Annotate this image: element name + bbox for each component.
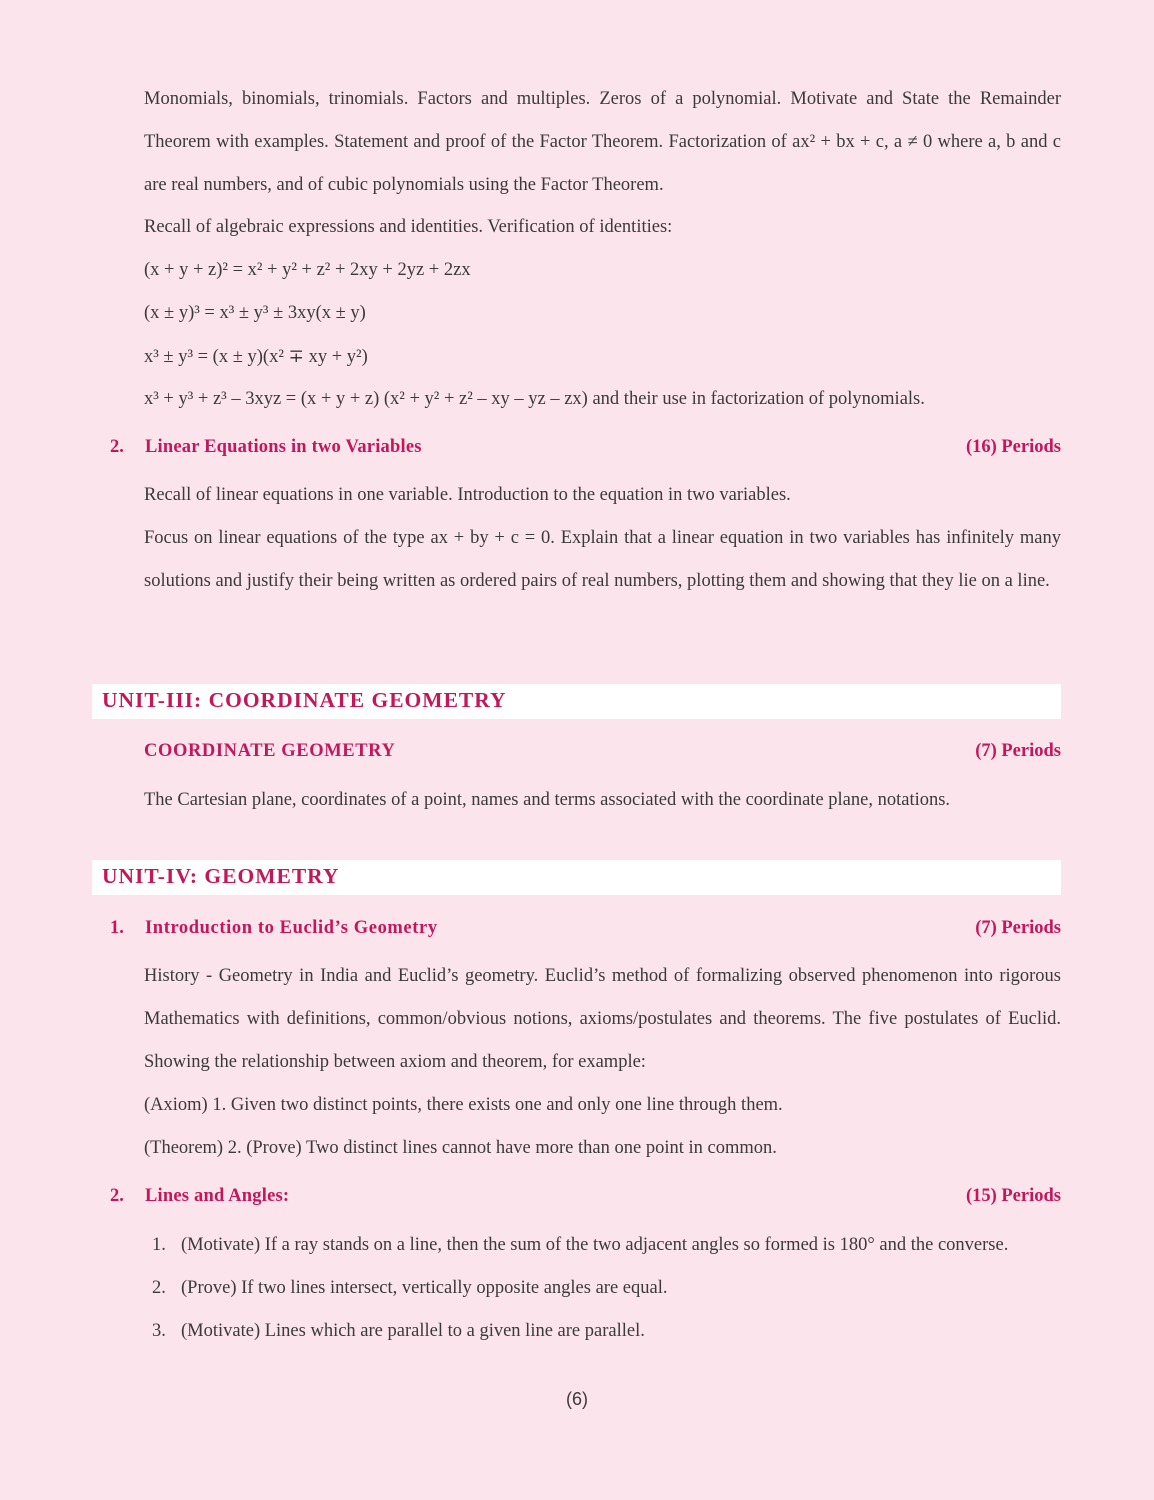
unit-heading-bar (92, 860, 1061, 895)
coordinate-paragraph: The Cartesian plane, coordinates of a point, names and terms associated with the coordinate plane, notations. (144, 790, 951, 810)
section-title-euclid: Introduction to Euclid’s Geometry (145, 918, 438, 938)
linear-paragraph-2: Focus on linear equations of the type ax + by + c = 0. Explain that a linear equation in two variables has infinitely many solutions and justify their being written as ordered pairs of real numbers, plotting them and showing that they lie on a line. (144, 528, 1061, 591)
axiom-statement: (Axiom) 1. Given two distinct points, there exists one and only one line through them. (144, 1095, 783, 1115)
linear-paragraph-1: Recall of linear equations in one variable. Introduction to the equation in two variables. (144, 485, 791, 505)
unit-heading: UNIT-III: COORDINATE GEOMETRY (102, 688, 507, 712)
list-item: (Motivate) Lines which are parallel to a given line are parallel. (181, 1321, 645, 1341)
theorem-statement: (Theorem) 2. (Prove) Two distinct lines cannot have more than one point in common. (144, 1138, 777, 1158)
periods-label: (7) Periods (975, 918, 1061, 938)
subsection-title: COORDINATE GEOMETRY (144, 741, 396, 761)
periods-label: (16) Periods (965, 437, 1061, 457)
euclid-paragraph: History - Geometry in India and Euclid’s geometry. Euclid’s method of formalizing observed phenomenon into rigorous Mathematics with definitions, common/obvious notions, axioms/postulates and theorems. The five postulates of Euclid. Showing the relationship between axiom and theorem, for example: (144, 966, 1061, 1072)
identities-intro: Recall of algebraic expressions and identities. Verification of identities: (144, 217, 673, 237)
list-item-number: 2. (152, 1278, 166, 1298)
unit-heading: UNIT-IV: GEOMETRY (102, 864, 340, 888)
polynomials-paragraph: Monomials, binomials, trinomials. Factors and multiples. Zeros of a polynomial. Motivate and State the Remainder Theorem with examples. Statement and proof of the Factor Theorem. Factorization of ax² + bx + c, a ≠ 0 where a, b and c are real numbers, and of cubic polynomials using the Factor Theorem. (144, 89, 1061, 195)
section-number: 2. (110, 437, 124, 457)
list-item-number: 3. (152, 1321, 166, 1341)
identity-2: (x ± y)³ = x³ ± y³ ± 3xy(x ± y) (144, 303, 366, 323)
identity-1: (x + y + z)² = x² + y² + z² + 2xy + 2yz + 2zx (144, 260, 471, 280)
section-title-lines-angles: Lines and Angles: (145, 1186, 290, 1206)
periods-label: (15) Periods (965, 1186, 1061, 1206)
list-item: (Prove) If two lines intersect, vertically opposite angles are equal. (181, 1278, 668, 1298)
unit-heading-bar (92, 684, 1061, 719)
section-title-linear-equations: Linear Equations in two Variables (145, 437, 422, 457)
identity-3: x³ ± y³ = (x ± y)(x² ∓ xy + y²) (144, 347, 368, 367)
page-number: (6) (566, 1389, 588, 1409)
periods-label: (7) Periods (975, 741, 1061, 761)
section-number: 2. (110, 1186, 124, 1206)
identity-4: x³ + y³ + z³ – 3xyz = (x + y + z) (x² + y² + z² – xy – yz – zx) and their use in factorization of polynomials. (144, 389, 925, 409)
list-item: (Motivate) If a ray stands on a line, then the sum of the two adjacent angles so formed is 180° and the converse. (181, 1235, 1009, 1255)
list-item-number: 1. (152, 1235, 166, 1255)
section-number: 1. (110, 918, 124, 938)
